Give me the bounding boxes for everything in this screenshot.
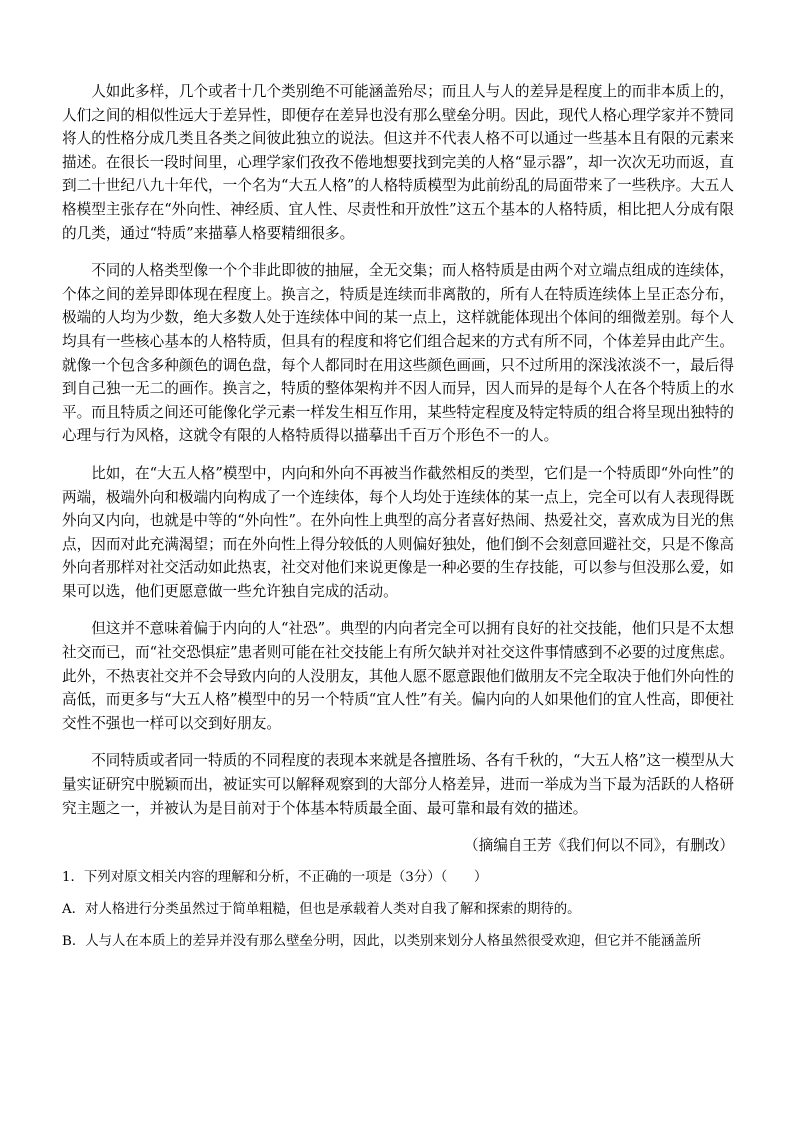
article-paragraph-5: 不同特质或者同一特质的不同程度的表现本来就是各擅胜场、各有千秋的，“大五人格”这一模型从大量实证研究中脱颖而出，被证实可以解释观察到的大部分人格差异，进而一举成为当下最为活跃的人格研究主题之一，并被认为是目前对于个体基本特质最全面、最可靠和最有效的描述。 (62, 752, 734, 817)
article-paragraph-4: 但这并不意味着偏于内向的人“社恐”。典型的内向者完全可以拥有良好的社交技能，他们只是不太想社交而已，而“社交恐惧症”患者则可能在社交技能上有所欠缺并对社交这件事情感到不必要的过度焦虑。此外，不热衷社交并不会导致内向的人没朋友，其他人愿不愿意跟他们做朋友不完全取决于他们外向性的高低，而更多与“大五人格”模型中的另一个特质“宜人性”有关。偏内向的人如果他们的宜人性高，即便社交性不强也一样可以交到好朋友。 (62, 620, 734, 732)
article-paragraph-1: 人如此多样，几个或者十几个类别绝不可能涵盖殆尽；而且人与人的差异是程度上的而非本质上的，人们之间的相似性远大于差异性，即便存在差异也没有那么壁垒分明。因此，现代人格心理学家并不赞同将人的性格分成几类且各类之间彼此独立的说法。但这并不代表人格不可以通过一些基本且有限的元素来描述。在很长一段时间里，心理学家们孜孜不倦地想要找到完美的人格“显示器”，却一次次无功而返，直到二十世纪八九十年代，一个名为“大五人格”的人格特质模型为此前纷乱的局面带来了一些秩序。大五人格模型主张存在“外向性、神经质、宜人性、尽责性和开放性”这五个基本的人格特质，相比把人分成有限的几类，通过“特质”来描摹人格要精细很多。 (62, 83, 734, 242)
document-page (62, 80, 734, 964)
question-option-b: B．人与人在本质上的差异并没有那么壁垒分明，因此，以类别来划分人格虽然很受欢迎，但它并不能涵盖所 (62, 933, 702, 949)
question-stem: 1．下列对原文相关内容的理解和分析，不正确的一项是（3分）（ ） (62, 869, 488, 885)
article-source: （摘编自王芳《我们何以不同》，有删改） (464, 837, 734, 855)
article-paragraph-3: 比如，在“大五人格”模型中，内向和外向不再被当作截然相反的类型，它们是一个特质即“外向性”的两端，极端外向和极端内向构成了一个连续体，每个人均处于连续体的某一点上，完全可以有人表现得既外向又内向，也就是中等的“外向性”。在外向性上典型的高分者喜好热闹、热爱社交，喜欢成为目光的焦点，因而对此充满渴望；而在外向性上得分较低的人则偏好独处，他们倒不会刻意回避社交，只是不像高外向者那样对社交活动如此热衷，社交对他们来说更像是一种必要的生存技能，可以参与但没那么爱，如果可以选，他们更愿意做一些允许独自完成的活动。 (62, 464, 734, 600)
question-option-a: A．对人格进行分类虽然过于简单粗糙，但也是承载着人类对自我了解和探索的期待的。 (62, 901, 581, 917)
article-paragraph-2: 不同的人格类型像一个个非此即彼的抽屉，全无交集；而人格特质是由两个对立端点组成的连续体，个体之间的差异即体现在程度上。换言之，特质是连续而非离散的，所有人在特质连续体上呈正态分布，极端的人均为少数，绝大多数人处于连续体中间的某一点上，这样就能体现出个体间的细微差别。每个人均具有一些核心基本的人格特质，但具有的程度和将它们组合起来的方式有所不同，个体差异由此产生。就像一个包含多种颜色的调色盘，每个人都同时在用这些颜色画画，只不过所用的深浅浓淡不一，最后得到自己独一无二的画作。换言之，特质的整体架构并不因人而异，因人而异的是每个人在各个特质上的水平。而且特质之间还可能像化学元素一样发生相互作用，某些特定程度及特定特质的组合将呈现出独特的心理与行为风格，这就令有限的人格特质得以描摹出千百万个形色不一的人。 (62, 262, 734, 445)
